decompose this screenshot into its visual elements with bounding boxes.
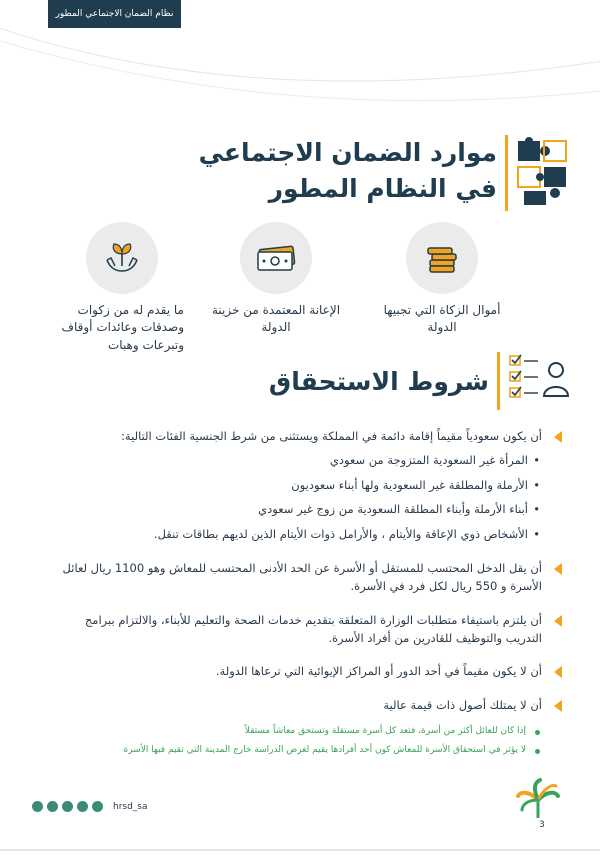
instagram-icon[interactable] [47,801,58,812]
snapchat-icon[interactable] [92,801,103,812]
resource-icon-circle [86,222,158,294]
arrow-icon [554,563,562,575]
condition-item [50,663,542,681]
condition-item [50,697,542,715]
plant-hands-icon [102,238,142,278]
main-title-block [110,135,570,211]
eligibility-title: شروط الاستحقاق [268,366,489,396]
social-links [32,801,148,812]
coins-icon [422,238,462,278]
notes-list [50,725,542,758]
header-tab-label: نظام الضمان الاجتماعي المطور [55,9,174,19]
arrow-icon [554,431,562,443]
note-text: لا يؤثر في استحقاق الأسرة للمعاش كون أحد أفرادها يقيم لغرض الدراسة خارج المدينة التي تقيم فيها الأسرة [123,745,526,756]
condition-text: أن لا يكون مقيماً في أحد الدور أو المراكز الإيوائية التي ترعاها الدولة. [215,664,542,679]
note-item [50,744,542,758]
resource-treasury [206,222,346,337]
page-number: 3 [539,820,545,830]
resource-label: أموال الزكاة التي تجبيها الدولة [383,303,501,335]
exception-item: • المرأة غير السعودية المتزوجة من سعودي [50,452,542,470]
youtube-icon[interactable] [77,801,88,812]
condition-item [50,612,542,648]
resource-icon-circle [240,222,312,294]
resource-label: ما يقدم له من زكوات وصدقات وعائدات أوقاف وتبرعات وهبات [61,303,184,352]
resource-donations [44,222,184,354]
facebook-icon[interactable] [62,801,73,812]
condition-item [50,560,542,596]
condition-item [50,428,542,544]
bullet-icon [535,730,540,735]
condition-text: أن يلتزم باستيفاء متطلبات الوزارة المتعلقة بتقديم خدمات الصحة والتعليم للأبناء، والالتزام ببرامج التدريب والتوظيف للقادرين من أفراد الأسرة. [84,612,542,645]
ministry-logo [514,778,562,826]
page-title: موارد الضمان الاجتماعي في النظام المطور [198,138,497,204]
bullet-icon [535,749,540,754]
puzzle-icon [516,137,570,207]
resource-label: الإعانة المعتمدة من خزينة الدولة [211,303,341,335]
exception-item: • الأرملة والمطلقة غير السعودية ولها أبناء سعوديون [50,477,542,495]
arrow-icon [554,615,562,627]
eligibility-title-block [269,352,570,410]
twitter-icon[interactable] [32,801,43,812]
exception-item: • الأشخاص ذوي الإعاقة والأيتام ، والأرامل ذوات الأيتام الذين لديهم بطاقات تنقل. [50,526,542,544]
note-text: إذا كان للعائل أكثر من أسرة، فتعد كل أسرة مستقلة وتستحق معاشاً مستقلاً [244,725,526,736]
decorative-swoosh [0,20,600,140]
condition-text: أن لا يمتلك أصول ذات قيمة عالية [383,698,542,713]
banknote-icon [254,238,298,278]
resource-zakat [372,222,512,337]
social-handle: hrsd_sa [113,801,148,812]
arrow-icon [554,700,562,712]
section-accent-bar [497,352,500,410]
title-accent-bar [505,135,508,211]
exception-item: • أبناء الأرملة وأبناء المطلقة السعودية من زوج غير سعودي [50,501,542,519]
arrow-icon [554,666,562,678]
condition-text: أن يقل الدخل المحتسب للمستقل أو الأسرة عن الحد الأدنى المحتسب للمعاش وهو 1100 ريال لعائل الأسرة و 550 ريال لكل فرد في الأسرة. [62,561,542,593]
resource-icon-circle [406,222,478,294]
conditions-list [50,428,542,764]
note-item [50,725,542,739]
bottom-decoration [0,846,600,855]
condition-text: أن يكون سعودياً مقيماً إقامة دائمة في المملكة ويستثنى من شرط الجنسية الفئات التالية: [121,429,542,443]
exception-list [50,452,542,544]
checklist-person-icon [508,352,570,410]
